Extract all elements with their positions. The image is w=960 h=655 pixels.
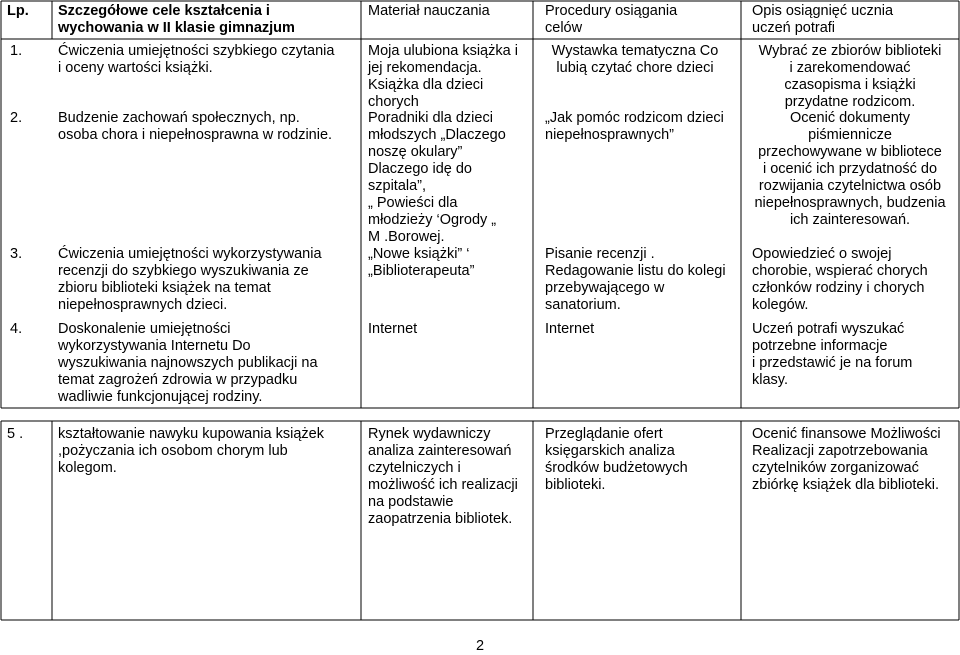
procedure-line: Przeglądanie ofert — [545, 426, 663, 442]
header-material-text: Materiał nauczania — [368, 3, 490, 19]
procedure-line: biblioteki. — [545, 477, 606, 493]
material-line: jej rekomendacja. — [368, 60, 482, 76]
row-1-outcomes — [743, 43, 957, 111]
procedure-line: niepełnosprawnych” — [545, 127, 674, 143]
outcome-line: czytelników zorganizować — [752, 460, 919, 476]
row-3-topic — [58, 246, 322, 314]
row-4-topic-line: Doskonalenie umiejętności — [58, 321, 231, 337]
material-line: Internet — [368, 321, 418, 337]
outcome-line: niepełnosprawnych, budzenia — [754, 195, 946, 211]
row-4-outcomes — [752, 321, 912, 389]
procedure-line: Internet — [545, 321, 595, 337]
header-outcomes-line-1: Opis osiągnięć ucznia — [752, 3, 894, 19]
row-3-topic-line: niepełnosprawnych dzieci. — [58, 297, 228, 313]
outcome-line: ich zainteresowań. — [789, 212, 911, 228]
row-2-material — [368, 110, 506, 246]
header-material — [368, 3, 490, 20]
row-5-topic-line: ,pożyczania ich osobom chorym lub — [58, 443, 288, 459]
page-number: 2 — [475, 638, 485, 654]
procedure-line: lubią czytać chore dzieci — [556, 60, 714, 76]
row-2-topic-line: osoba chora i niepełnosprawna w rodzinie. — [58, 127, 333, 143]
outcome-line: członków rodziny i chorych — [752, 280, 925, 296]
procedure-line: księgarskich analiza — [545, 443, 675, 459]
material-line: „Biblioterapeuta” — [368, 263, 475, 279]
outcome-line: chorobie, wspierać chorych — [752, 263, 928, 279]
header-topic-line-1: Szczegółowe cele kształcenia i — [58, 3, 270, 19]
material-line: młodszych „Dlaczego — [368, 127, 506, 143]
material-line: Dlaczego idę do — [368, 161, 472, 177]
row-4-material — [368, 321, 417, 338]
row-5-outcomes — [752, 426, 941, 494]
row-4-procedures — [545, 321, 594, 338]
outcome-line: Wybrać ze zbiorów biblioteki — [758, 43, 942, 59]
material-line: M .Borowej. — [368, 229, 445, 245]
material-line: możliwość ich realizacji — [368, 477, 518, 493]
row-5-procedures — [545, 426, 688, 494]
row-1-topic-line: Ćwiczenia umiejętności szybkiego czytania — [58, 43, 335, 59]
outcome-line: i przedstawić je na forum — [752, 355, 913, 371]
procedure-line: Pisanie recenzji . — [545, 246, 655, 262]
row-3-topic-line: recenzji do szybkiego wyszukiwania ze — [58, 263, 309, 279]
row-2-outcomes — [743, 110, 957, 229]
row-5-num-text: 5 . — [7, 426, 24, 442]
row-3-topic-line: Ćwiczenia umiejętności wykorzystywania — [58, 246, 322, 262]
row-3-material — [368, 246, 474, 280]
material-line: „Nowe książki” ‘ — [368, 246, 470, 262]
material-line: młodzieży ‘Ogrody „ — [368, 212, 497, 228]
outcome-line: Ocenić finansowe Możliwości — [752, 426, 941, 442]
row-1-procedures — [535, 43, 735, 77]
outcome-line: potrzebne informacje — [752, 338, 888, 354]
row-5-topic-line: kolegom. — [58, 460, 117, 476]
material-line: na podstawie — [368, 494, 454, 510]
row-4-topic-line: temat zagrożeń zdrowia w przypadku — [58, 372, 298, 388]
row-1-num — [10, 43, 22, 60]
row-4-topic-line: wadliwie funkcjonującej rodziny. — [58, 389, 263, 405]
row-4-topic-line: wyszukiwania najnowszych publikacji na — [58, 355, 318, 371]
row-5-num — [7, 426, 23, 443]
row-4-num — [10, 321, 22, 338]
outcome-line: Ocenić dokumenty — [789, 110, 911, 126]
outcome-line: Realizacji zapotrzebowania — [752, 443, 928, 459]
row-5-topic — [58, 426, 324, 477]
row-3-procedures — [545, 246, 726, 314]
material-line: zaopatrzenia bibliotek. — [368, 511, 513, 527]
row-2-num — [10, 110, 22, 127]
header-outcomes-line-2: uczeń potrafi — [752, 20, 836, 36]
material-line: Rynek wydawniczy — [368, 426, 491, 442]
outcome-line: przydatne rodzicom. — [784, 94, 916, 110]
header-lp — [7, 3, 29, 20]
material-line: szpitala”, — [368, 178, 427, 194]
material-line: analiza zainteresowań — [368, 443, 512, 459]
material-line: chorych — [368, 94, 419, 110]
procedure-line: sanatorium. — [545, 297, 621, 313]
material-line: Poradniki dla dzieci — [368, 110, 493, 126]
row-5-material — [368, 426, 518, 528]
header-lp-text: Lp. — [7, 3, 29, 19]
outcome-line: Uczeń potrafi wyszukać — [752, 321, 905, 337]
procedure-line: Redagowanie listu do kolegi — [545, 263, 726, 279]
row-2-num-text: 2. — [10, 110, 23, 126]
row-1-topic — [58, 43, 334, 77]
row-2-topic — [58, 110, 332, 144]
row-1-material — [368, 43, 518, 111]
row-4-topic-line: wykorzystywania Internetu Do — [58, 338, 251, 354]
material-line: czytelniczych i — [368, 460, 461, 476]
header-procedures-line-1: Procedury osiągania — [545, 3, 678, 19]
row-4-topic — [58, 321, 318, 406]
procedure-line: Wystawka tematyczna Co — [551, 43, 719, 59]
outcome-line: klasy. — [752, 372, 788, 388]
outcome-line: przechowywane w bibliotece — [758, 144, 942, 160]
material-line: Moja ulubiona książka i — [368, 43, 518, 59]
outcome-line: zbiórkę książek dla biblioteki. — [752, 477, 939, 493]
row-2-topic-line: Budzenie zachowań społecznych, np. — [58, 110, 300, 126]
outcome-line: piśmiennicze — [808, 127, 892, 143]
row-2-procedures — [545, 110, 724, 144]
row-1-num-text: 1. — [10, 43, 23, 59]
outcome-line: rozwijania czytelnictwa osób — [758, 178, 942, 194]
header-topic-line-2: wychowania w II klasie gimnazjum — [58, 20, 295, 36]
row-3-topic-line: zbioru biblioteki książek na temat — [58, 280, 271, 296]
material-line: noszę okulary” — [368, 144, 463, 160]
outcome-line: i ocenić ich przydatność do — [762, 161, 938, 177]
header-outcomes — [752, 3, 893, 37]
outcome-line: i zarekomendować — [789, 60, 911, 76]
material-line: „ Powieści dla — [368, 195, 458, 211]
row-4-num-text: 4. — [10, 321, 23, 337]
row-3-num — [10, 246, 22, 263]
outcome-line: Opowiedzieć o swojej — [752, 246, 892, 262]
header-procedures — [545, 3, 677, 37]
header-topic — [58, 3, 295, 37]
material-line: Książka dla dzieci — [368, 77, 484, 93]
outcome-line: czasopisma i książki — [784, 77, 916, 93]
outcome-line: kolegów. — [752, 297, 809, 313]
row-3-num-text: 3. — [10, 246, 23, 262]
procedure-line: środków budżetowych — [545, 460, 688, 476]
row-3-outcomes — [752, 246, 928, 314]
row-1-topic-line: i oceny wartości książki. — [58, 60, 213, 76]
procedure-line: przebywającego w — [545, 280, 665, 296]
procedure-line: „Jak pomóc rodzicom dzieci — [545, 110, 724, 126]
header-procedures-line-2: celów — [545, 20, 583, 36]
row-5-topic-line: kształtowanie nawyku kupowania książek — [58, 426, 324, 442]
